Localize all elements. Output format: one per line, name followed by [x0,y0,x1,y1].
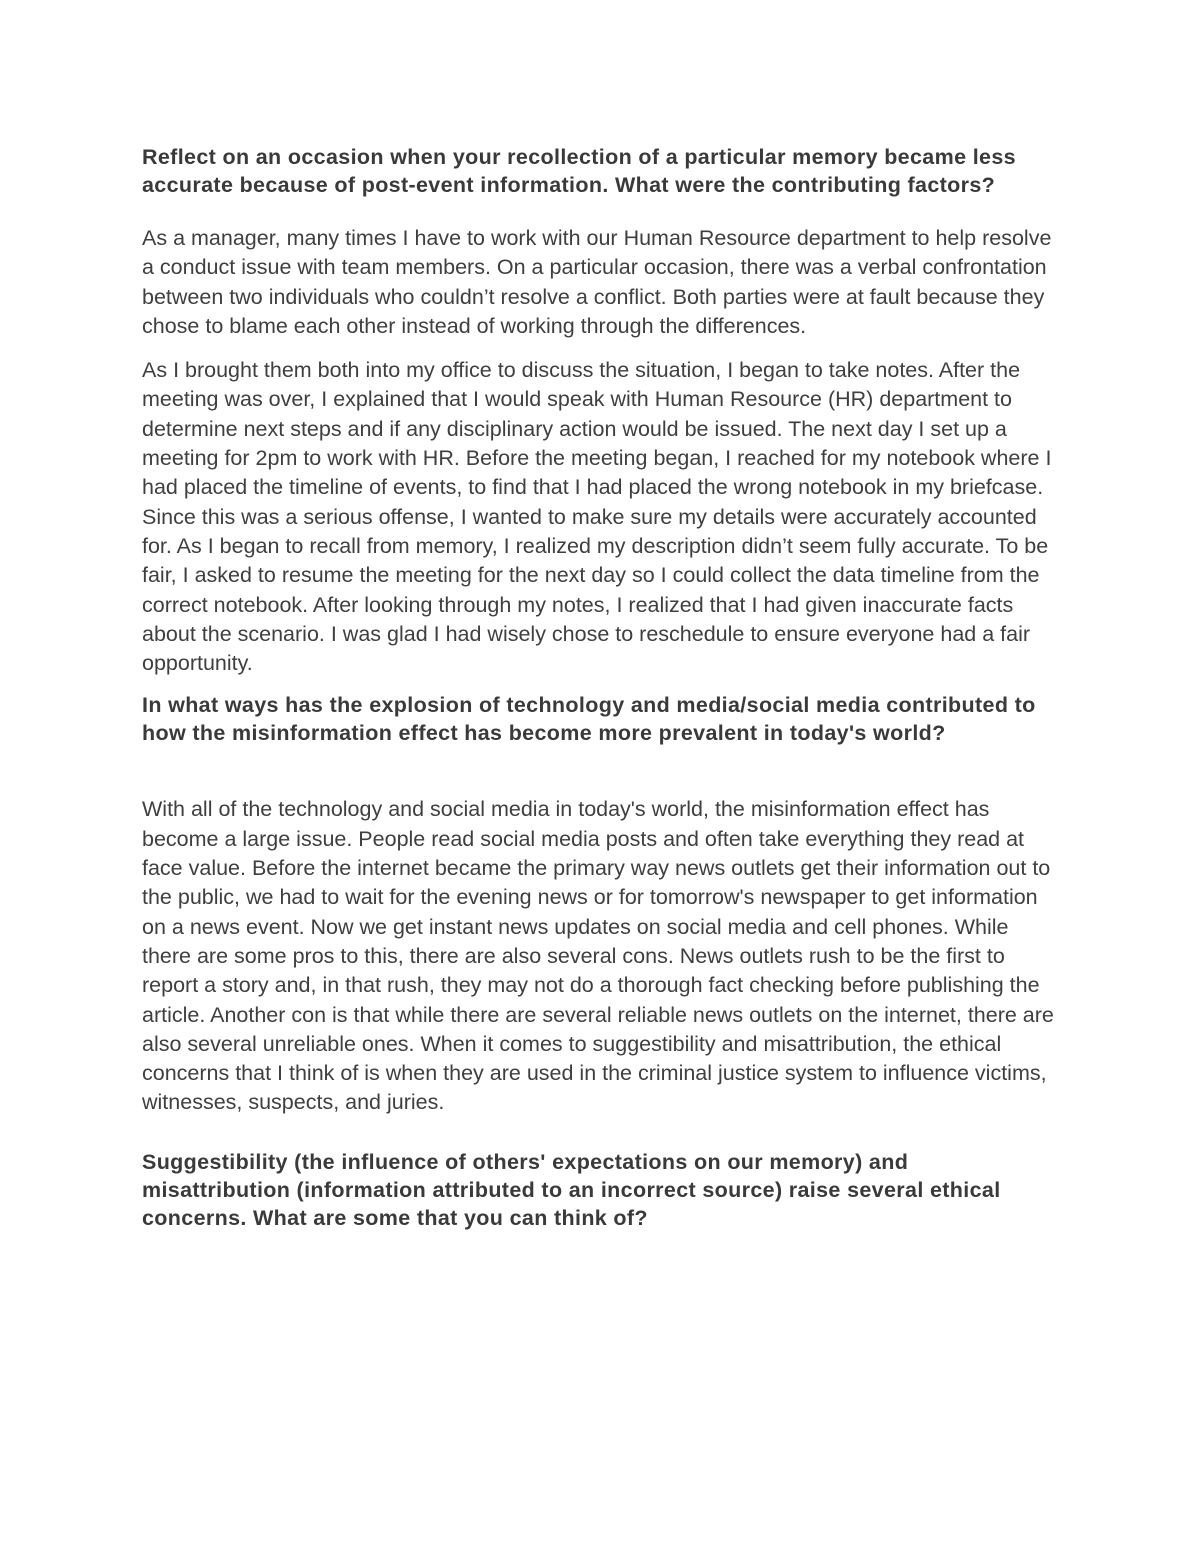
question-1-heading: Reflect on an occasion when your recollection of a particular memory became less accurate because of post-event information. What were the contributing factors? [142,145,1016,197]
answer-2-paragraph: With all of the technology and social media in today's world, the misinformation effect has become a large issue. People read social media posts and often take everything they read at face value. Before the internet became the primary way news outlets get their information out to the public, we had to wait for the evening news or for tomorrow's newspaper to get information on a news event. Now we get instant news updates on social media and cell phones. While there are some pros to this, there are also several cons. News outlets rush to be the first to report a story and, in that rush, they may not do a thorough fact checking before publishing the article. Another con is that while there are several reliable news outlets on the internet, there are also several unreliable ones. When it comes to suggestibility and misattribution, the ethical concerns that I think of is when they are used in the criminal justice system to influence victims, witnesses, suspects, and juries. [142,797,1054,1115]
answer-1-paragraph-2: As I brought them both into my office to discuss the situation, I began to take notes. After the meeting was over, I explained that I would speak with Human Resource (HR) department to determine next steps and if any disciplinary action would be issued. The next day I set up a meeting for 2pm to work with HR. Before the meeting began, I reached for my notebook where I had placed the timeline of events, to find that I had placed the wrong notebook in my briefcase. Since this was a serious offense, I wanted to make sure my details were accurately accounted for. As I began to recall from memory, I realized my description didn’t seem fully accurate. To be fair, I asked to resume the meeting for the next day so I could collect the data timeline from the correct notebook. After looking through my notes, I realized that I had given inaccurate facts about the scenario. I was glad I had wisely chose to reschedule to ensure everyone had a fair opportunity. [142,358,1052,676]
document-body [142,143,1058,1232]
question-2-heading: In what ways has the explosion of technology and media/social media contributed to how the misinformation effect has become more prevalent in today's world? [142,693,1036,746]
answer-1-paragraph-1: As a manager, many times I have to work with our Human Resource department to help resolve a conduct issue with team members. On a particular occasion, there was a verbal confrontation between two individuals who couldn’t resolve a conflict. Both parties were at fault because they chose to blame each other instead of working through the differences. [142,226,1052,338]
question-3-heading: Suggestibility (the influence of others' expectations on our memory) and misattribution (information attributed to an incorrect source) raise several ethical concerns. What are some that you can think of? [142,1149,1001,1230]
